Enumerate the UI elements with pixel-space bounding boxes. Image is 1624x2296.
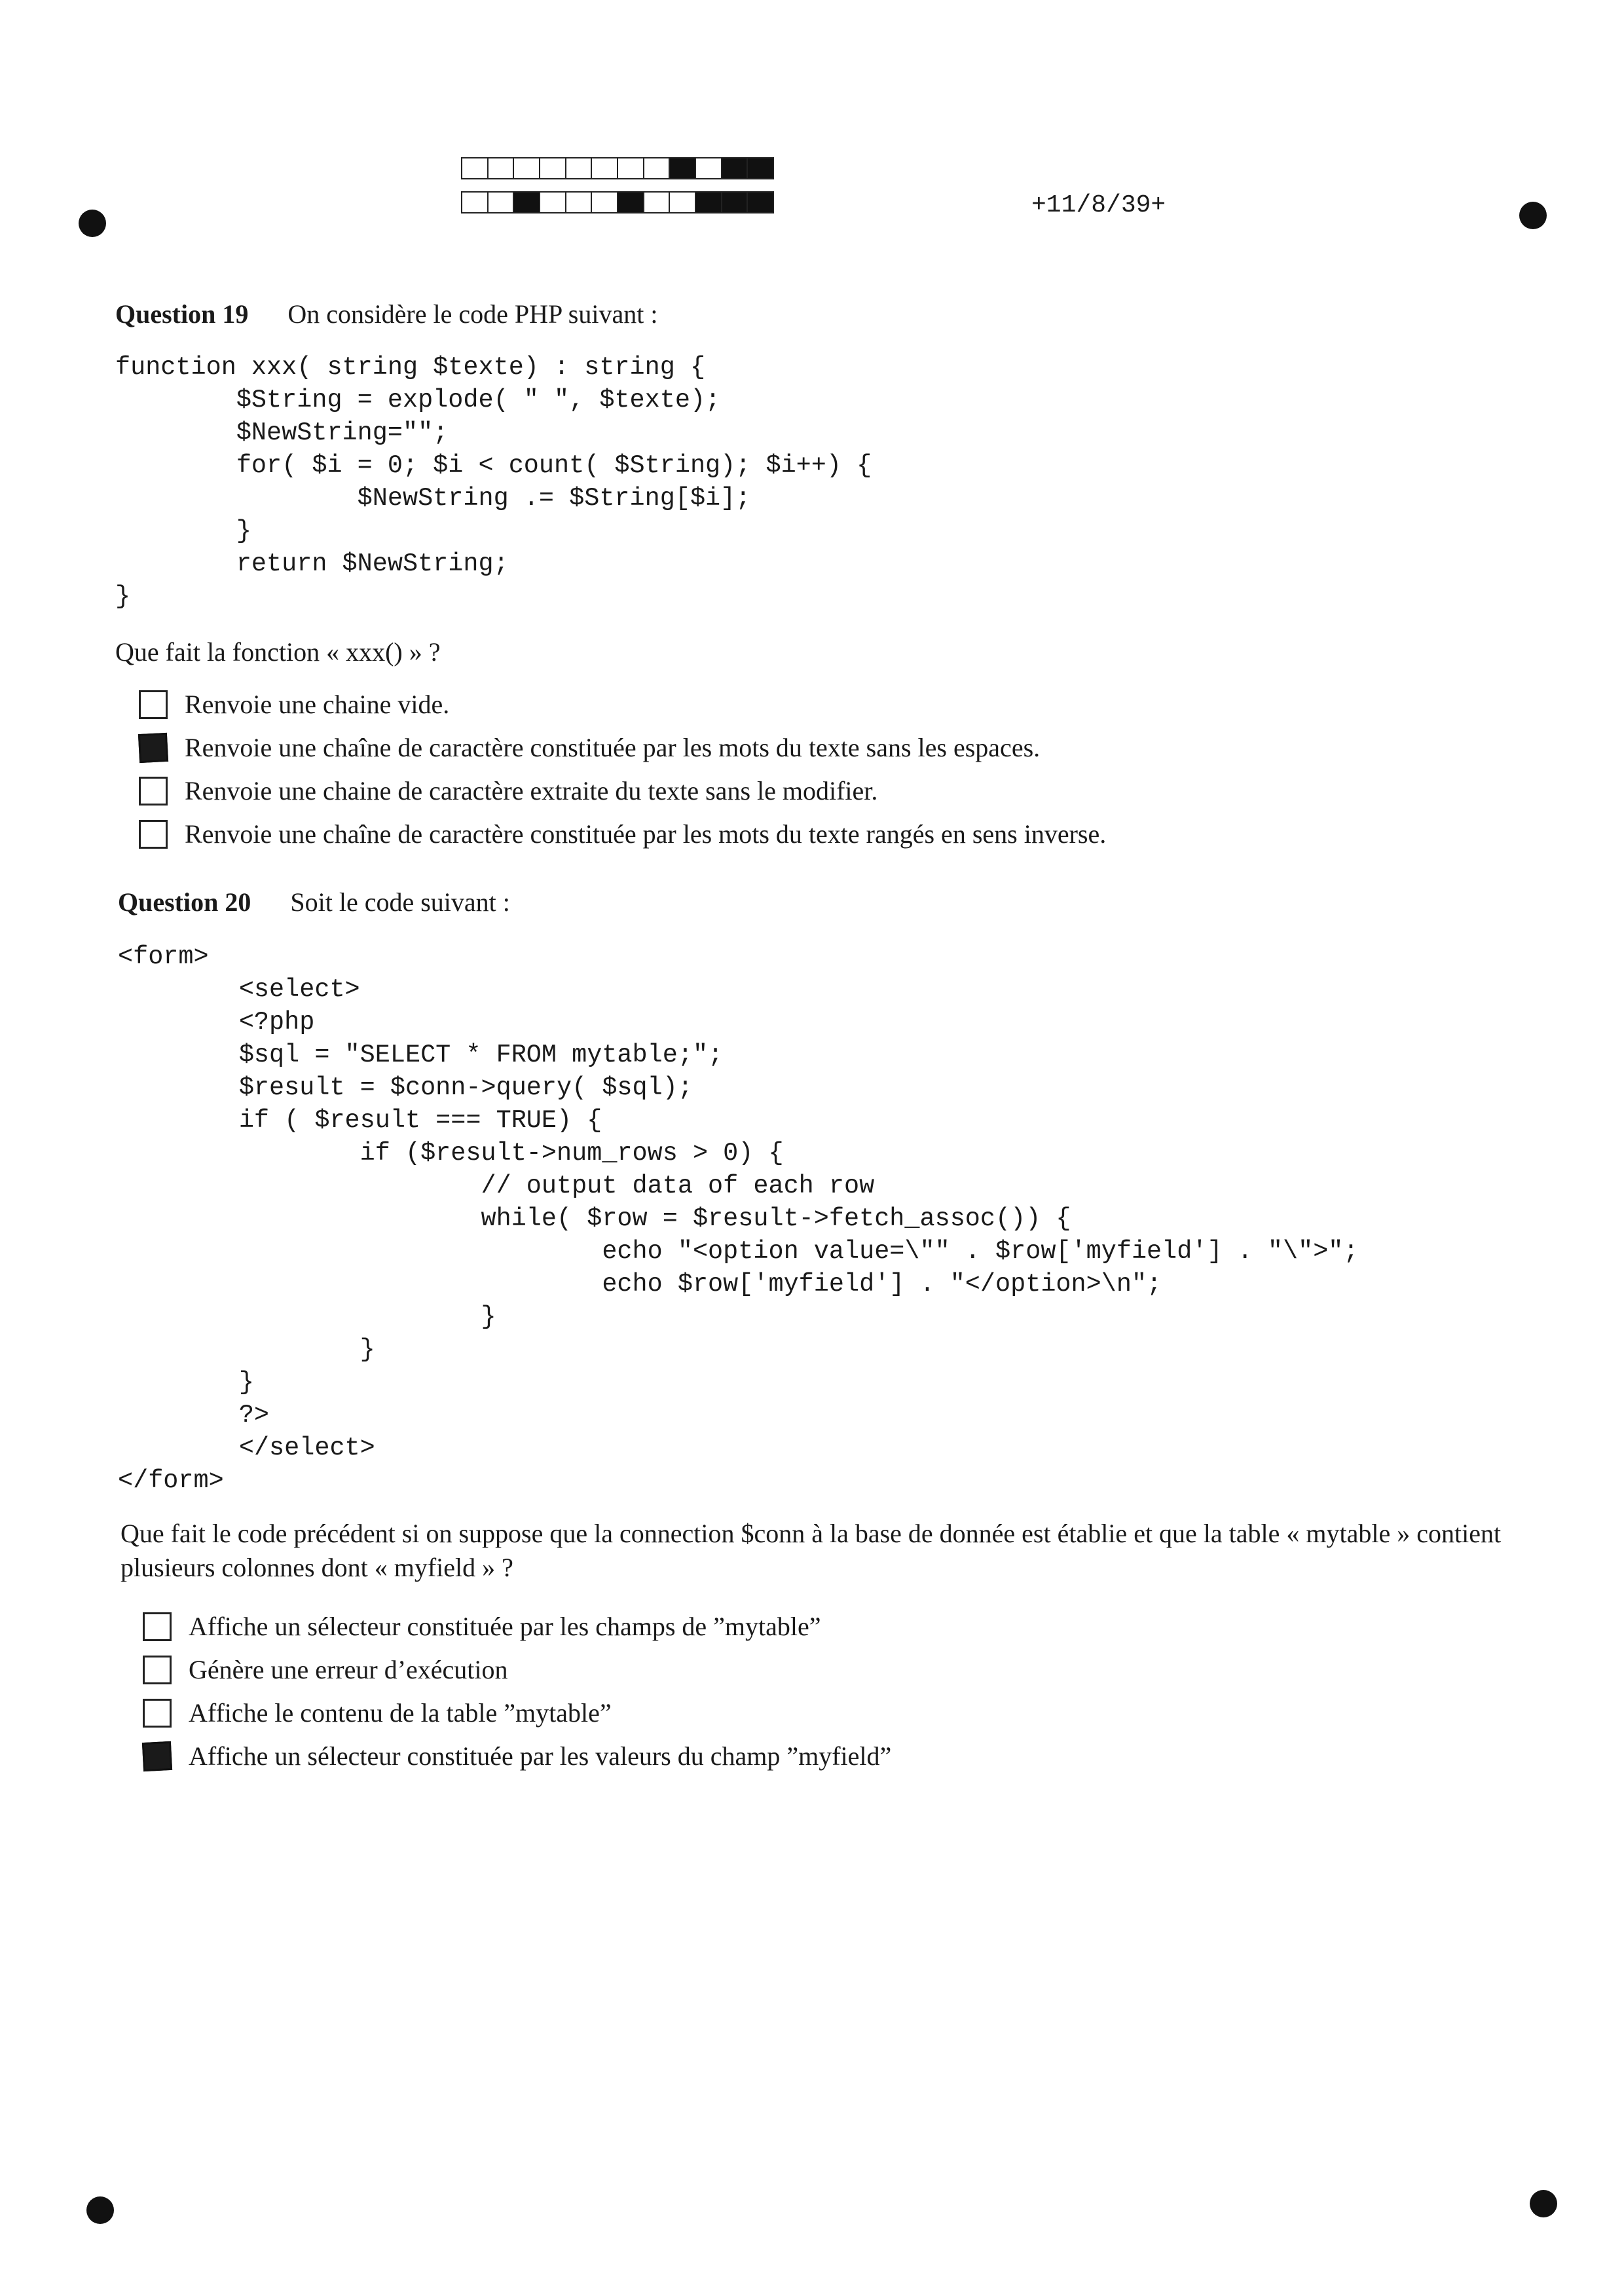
page-barcode-top	[461, 157, 774, 179]
question-20-prompt: Que fait le code précédent si on suppose que la connection $conn à la base de donnée est établie et que la table « mytable » contient plusieurs colonnes dont « myfield » ?	[120, 1519, 1502, 1582]
question-20-heading	[118, 887, 510, 917]
question-19-heading	[115, 299, 657, 329]
option-label: Affiche le contenu de la table ”mytable”	[189, 1698, 612, 1728]
option-label: Affiche un sélecteur constituée par les champs de ”mytable”	[189, 1612, 821, 1641]
option-label: Affiche un sélecteur constituée par les valeurs du champ ”myfield”	[189, 1741, 892, 1771]
registration-mark-top-left	[79, 210, 106, 237]
question-20-label: Question 20	[118, 887, 251, 917]
option-label: Renvoie une chaine vide.	[185, 690, 450, 719]
checkbox-checked[interactable]	[142, 1741, 172, 1771]
option-label: Renvoie une chaîne de caractère constituée par les mots du texte sans les espaces.	[185, 733, 1041, 762]
question-19-option-1[interactable]	[139, 689, 449, 720]
question-20-intro: Soit le code suivant :	[290, 887, 510, 917]
checkbox[interactable]	[139, 690, 168, 719]
question-19-code: function xxx( string $texte) : string { $String = explode( " ", $texte); $NewString=""; for( $i = 0; $i < count( $String); $i++) { $NewString .= $String[$i]; } return $NewString; }	[115, 353, 872, 611]
registration-mark-bottom-left	[86, 2196, 114, 2224]
question-19-label: Question 19	[115, 299, 249, 329]
question-19-option-3[interactable]	[139, 775, 877, 806]
checkbox-checked[interactable]	[138, 732, 168, 762]
option-label: Génère une erreur d’exécution	[189, 1655, 508, 1684]
option-label: Renvoie une chaîne de caractère constituée par les mots du texte rangés en sens inverse.	[185, 819, 1107, 849]
checkbox[interactable]	[139, 820, 168, 849]
question-20-option-2[interactable]	[143, 1654, 508, 1685]
registration-mark-bottom-right	[1530, 2190, 1557, 2217]
checkbox[interactable]	[143, 1612, 172, 1641]
checkbox[interactable]	[143, 1656, 172, 1684]
question-19-option-4[interactable]	[139, 819, 1106, 849]
registration-mark-top-right	[1519, 202, 1547, 229]
option-label: Renvoie une chaine de caractère extraite du texte sans le modifier.	[185, 776, 878, 805]
question-20-option-4[interactable]	[143, 1741, 891, 1771]
question-20-option-3[interactable]	[143, 1697, 612, 1728]
question-19-prompt: Que fait la fonction « xxx() » ?	[115, 637, 441, 667]
page-id-code: +11/8/39+	[1031, 191, 1166, 219]
question-20-option-1[interactable]	[143, 1611, 821, 1642]
question-19-option-2[interactable]	[139, 732, 1040, 763]
checkbox[interactable]	[139, 777, 168, 805]
page-barcode-bottom	[461, 191, 774, 213]
checkbox[interactable]	[143, 1699, 172, 1728]
question-20-code: <form> <select> <?php $sql = "SELECT * FROM mytable;"; $result = $conn->query( $sql); if ( $result === TRUE) { if ($result->num_rows > 0) { // output data of each row while( $row = $result->fetch_assoc()) { echo "<option value=\"" . $row['myfield'] . "\">"; echo $row['myfield'] . "</option>\n"; } } } ?> </select> </form>	[118, 942, 1359, 1495]
question-19-intro: On considère le code PHP suivant :	[287, 299, 658, 329]
